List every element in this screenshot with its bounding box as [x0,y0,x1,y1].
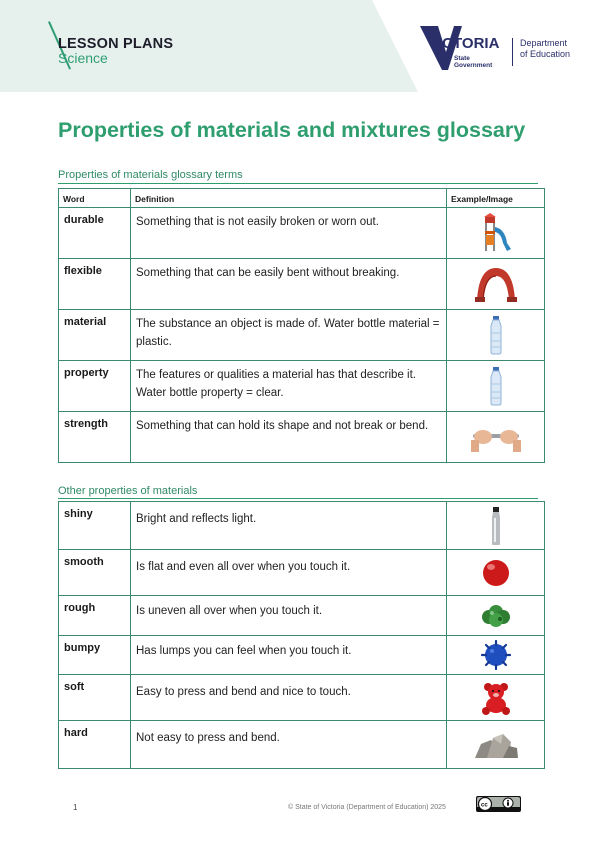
column-header-word: Word [59,189,131,208]
term-word: soft [59,675,131,721]
term-definition: Is flat and even all over when you touch it. [131,550,447,596]
lesson-plans-label: LESSON PLANS [58,36,174,52]
playground-slide-icon [479,213,513,253]
table2-heading: Other properties of materials [58,485,198,497]
term-definition: Is uneven all over when you touch it. [131,596,447,636]
table-row [59,361,545,412]
department-line2: of Education [520,48,571,59]
term-word: bumpy [59,636,131,675]
term-definition: Has lumps you can feel when you touch it. [131,636,447,675]
water-bottle-icon [486,315,506,355]
other-properties-table [58,501,545,769]
term-word: durable [59,208,131,259]
spiky-ball-icon [481,640,511,670]
term-definition: Something that is not easily broken or worn out. [131,208,447,259]
water-bottle-icon [486,366,506,406]
table-row [59,259,545,310]
term-definition: Not easy to press and bend. [131,721,447,769]
table-row [59,550,545,596]
logo-victoria-text: VICTORIA [428,35,500,52]
term-definition: Something that can hold its shape and not break or bend. [131,412,447,463]
hands-bending-bar-icon [469,420,523,454]
term-word: material [59,310,131,361]
example-image-cell [447,259,545,310]
bent-band-icon [473,264,519,304]
glossary-table [58,188,545,463]
logo-divider [512,38,513,66]
copyright-notice: © State of Victoria (Department of Education) 2025 [288,804,446,811]
term-word: flexible [59,259,131,310]
page-number: 1 [73,803,78,812]
example-image-cell [447,361,545,412]
victoria-government-logo [418,24,508,72]
example-image-cell [447,636,545,675]
term-definition: The features or qualities a material has that describe it. Water bottle property = clear. [131,361,447,412]
table2-heading-rule [58,498,538,499]
column-header-definition: Definition [131,189,447,208]
term-word: shiny [59,502,131,550]
column-header-example: Example/Image [447,189,545,208]
svg-text:cc: cc [481,802,488,809]
term-word: property [59,361,131,412]
term-definition: The substance an object is made of. Water bottle material = plastic. [131,310,447,361]
example-image-cell [447,721,545,769]
metal-bottle-icon [488,506,504,546]
table-row [59,208,545,259]
example-image-cell [447,550,545,596]
example-image-cell [447,310,545,361]
table-row [59,412,545,463]
page-title: Properties of materials and mixtures glossary [58,118,526,142]
cc-by-icon [476,796,521,812]
department-line1: Department [520,38,568,48]
example-image-cell [447,412,545,463]
example-image-cell [447,675,545,721]
table-row [59,636,545,675]
teddy-bear-icon [479,681,513,715]
table-row [59,502,545,550]
term-definition: Bright and reflects light. [131,502,447,550]
table-row [59,721,545,769]
example-image-cell [447,502,545,550]
table-row [59,675,545,721]
logo-state-text: State [454,55,470,62]
example-image-cell [447,596,545,636]
term-definition: Easy to press and bend and nice to touch. [131,675,447,721]
example-image-cell [447,208,545,259]
term-word: smooth [59,550,131,596]
term-word: hard [59,721,131,769]
red-ball-icon [481,558,511,588]
logo-government-text: Government [454,62,493,69]
term-word: strength [59,412,131,463]
department-label [520,38,570,59]
subject-label: Science [58,50,108,66]
green-scrubber-icon [480,603,512,629]
term-definition: Something that can be easily bent without breaking. [131,259,447,310]
rocks-icon [473,730,519,760]
table-row [59,310,545,361]
table1-heading-rule [58,183,538,184]
term-word: rough [59,596,131,636]
table-header-row [59,189,545,208]
table1-heading: Properties of materials glossary terms [58,169,243,181]
table-row [59,596,545,636]
